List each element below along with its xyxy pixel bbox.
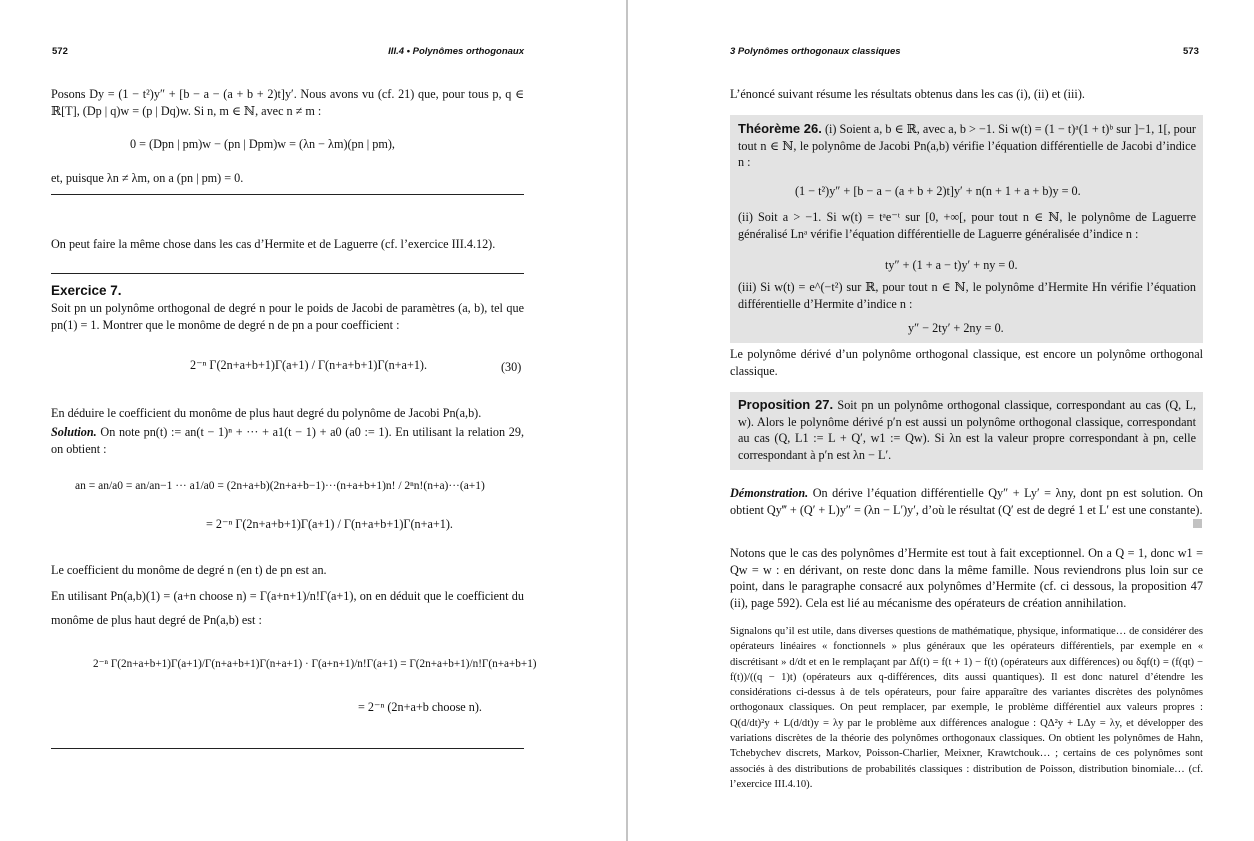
- page-number: 572: [52, 46, 68, 57]
- hermite-laguerre-note: On peut faire la même chose dans les cas d’Hermite et de Laguerre (cf. l’exercice III.4.12).: [51, 237, 496, 251]
- final-equation-line-2: = 2⁻ⁿ (2n+a+b choose n).: [358, 700, 482, 714]
- proposition-label: Proposition 27.: [738, 397, 834, 412]
- jacobi-equation: (1 − t²)y″ + [b − a − (a + b + 2)t]y′ + n(n + 1 + a + b)y = 0.: [795, 184, 1081, 198]
- solution-label: Solution.: [51, 425, 97, 439]
- theorem-i-text: (i) Soient a, b ∈ ℝ, avec a, b > −1. Si w(t) = (1 − t)ᵃ(1 + t)ᵇ sur ]−1, 1[, pour tout n ∈ ℕ, le polynôme de Jacobi Pn(a,b) vérifie l’équation différentielle de Jacobi d’indice n :: [738, 122, 1196, 169]
- hermite-equation: y″ − 2ty′ + 2ny = 0.: [908, 321, 1004, 335]
- hermite-paragraph: Notons que le cas des polynômes d’Hermite est tout à fait exceptionnel. On a Q = 1, donc w1 = Qw = w : en dérivant, on reste donc dans la même famille. Nous reviendrons plus loin sur ce point, dans le paragraphe consacré aux polynômes d’Hermite (cf. ci dessous, la proposition 47 (ii), page 592). Cela est lié au mécanisme des opérateurs de création annihilation.: [730, 546, 1203, 610]
- an-equation-line-1: an = an/a0 = an/an−1 ··· a1/a0 = (2n+a+b)(2n+a+b−1)···(n+a+b+1)n! / 2ⁿn!(n+a)···(a+1): [75, 480, 485, 492]
- solution-text: On note pn(t) := an(t − 1)ⁿ + ··· + a1(t − 1) + a0 (a0 := 1). En utilisant la relation 29, on obtient :: [51, 425, 525, 456]
- running-head: 3 Polynômes orthogonaux classiques: [730, 46, 901, 57]
- formula-number: (30): [501, 360, 522, 374]
- using-text: En utilisant Pn(a,b)(1) = (a+n choose n) = Γ(a+n+1)/n!Γ(a+1), on en déduit que le coefficient du monôme de plus haut degré de Pn(a,b) est :: [51, 589, 524, 627]
- proposition-content: [738, 397, 1196, 463]
- solution-paragraph: [51, 424, 524, 457]
- proposition-box: [730, 392, 1203, 470]
- orthogonality-equation: 0 = (Dpn | pm)w − (pn | Dpm)w = (λn − λm)(pn | pm),: [130, 137, 395, 151]
- final-equation-line-1: 2⁻ⁿ Γ(2n+a+b+1)Γ(a+1)/Γ(n+a+b+1)Γ(n+a+1) · Γ(a+n+1)/n!Γ(a+1) = Γ(2n+a+b+1)/n!Γ(n+a+b+1): [93, 658, 537, 670]
- formula-30: 2⁻ⁿ Γ(2n+a+b+1)Γ(a+1) / Γ(n+a+b+1)Γ(n+a+1).: [190, 358, 428, 372]
- derived-polynomial-text: Le polynôme dérivé d’un polynôme orthogonal classique, est encore un polynôme orthogonal classique.: [730, 347, 1203, 378]
- exercise-text: Soit pn un polynôme orthogonal de degré n pour le poids de Jacobi de paramètres (a, b), tel que pn(1) = 1. Montrer que le monôme de degré n de pn a pour coefficient :: [51, 301, 524, 332]
- theorem-label: Théorème 26.: [738, 121, 822, 136]
- section-rule: [51, 194, 524, 195]
- qed-square-icon: [1193, 519, 1202, 528]
- theorem-box: [730, 115, 1203, 343]
- an-equation-line-2: = 2⁻ⁿ Γ(2n+a+b+1)Γ(a+1) / Γ(n+a+b+1)Γ(n+a+1).: [206, 517, 453, 531]
- demonstration-label: Démonstration.: [730, 486, 809, 500]
- theorem-part-iii: (iii) Si w(t) = e^(−t²) sur ℝ, pour tout n ∈ ℕ, le polynôme d’Hermite Hn vérifie l’équation différentielle d’Hermite d’indice n :: [738, 280, 1196, 311]
- bottom-rule: [51, 748, 524, 749]
- exercise-rule: [51, 273, 524, 274]
- deduce-text: En déduire le coefficient du monôme de plus haut degré du polynôme de Jacobi Pn(a,b).: [51, 406, 482, 420]
- proposition-text: Soit pn un polynôme orthogonal classique, correspondant au cas (Q, L, w). Alors le polynôme dérivé p′n est aussi un polynôme orthogonal classique, correspondant au cas (Q, L1 := L + Q′, w1 := Qw). Si λn est la valeur propre correspondant à pn, celle correspondant à p′n est λn − L′.: [738, 398, 1196, 462]
- right-page: [628, 0, 1254, 841]
- exercise-title: Exercice 7.: [51, 283, 122, 298]
- left-page: [0, 0, 626, 841]
- demonstration-text: On dérive l’équation différentielle Qy″ + Ly′ = λny, dont pn est solution. On obtient Qy‴ + (Q′ + L)y″ = (λn − L′)y′, d’où le résultat (Q′ est de degré 1 et L′ est une constante).: [730, 486, 1204, 517]
- laguerre-equation: ty″ + (1 + a − t)y′ + ny = 0.: [885, 258, 1018, 272]
- discrete-operators-paragraph: Signalons qu’il est utile, dans diverses questions de mathématique, physique, informatique… de considérer des opérateurs linéaires « fonctionnels » plus généraux que les opérateurs différentiels, par exemple en « discrétisant » d/dt et en le remplaçant par Δf(t) = f(t + 1) − f(t) (opérateurs aux différences) ou δqf(t) = (f(qt) − f(t))/((q − 1)t) (opérateurs aux q-différences, dits aussi quantiques). Il est donc naturel d’étendre les considérations ci-dessus à de tels opérateurs, pour faire apparaître des variantes discrètes des polynômes orthogonaux classiques. On peut remplacer, par exemple, le problème différentiel aux valeurs propres : Q(d/dt)²y + L(d/dt)y = λy par le problème aux différences analogue : QΔ²y + LΔy = λy, et développer des variations discrètes de la théorie des polynômes orthogonaux classiques. On obtient les polynômes de Hahn, Tchebychev discrets, Markov, Poisson-Charlier, Meixner, Krawtchouk… ; certains de ces polynômes sont associés à des distributions de probabilités classiques : distribution de Poisson, distribution binomiale… (cf. l’exercice III.4.10).: [730, 626, 1203, 790]
- demonstration-paragraph: [730, 485, 1203, 518]
- running-head: III.4 • Polynômes orthogonaux: [388, 46, 524, 57]
- theorem-part-ii: (ii) Soit a > −1. Si w(t) = tᵃe⁻ᵗ sur [0, +∞[, pour tout n ∈ ℕ, le polynôme de Laguerre généralisé Lnᵃ vérifie l’équation différentielle de Laguerre généralisée d’indice n :: [738, 210, 1196, 241]
- intro-line: L’énoncé suivant résume les résultats obtenus dans les cas (i), (ii) et (iii).: [730, 87, 1085, 101]
- conclusion-text: et, puisque λn ≠ λm, on a (pn | pm) = 0.: [51, 171, 244, 185]
- coefficient-line: Le coefficient du monôme de degré n (en t) de pn est an.: [51, 563, 327, 577]
- intro-text: Posons Dy = (1 − t²)y″ + [b − a − (a + b + 2)t]y′. Nous avons vu (cf. 21) que, pour tous p, q ∈ ℝ[T], (Dp | q)w = (p | Dq)w. Si n, m ∈ ℕ, avec n ≠ m :: [51, 87, 524, 118]
- theorem-part-i: [738, 121, 1196, 171]
- page-number: 573: [1183, 46, 1199, 57]
